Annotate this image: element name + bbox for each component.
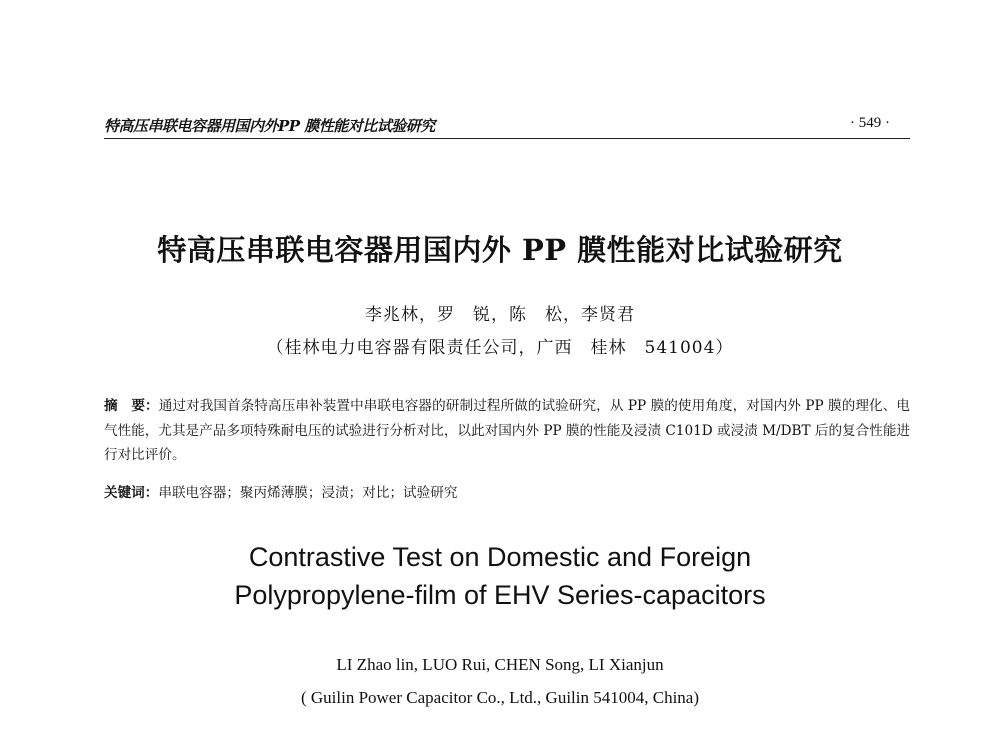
abstract-label: 摘 要：: [104, 398, 159, 414]
paper-title-english: [0, 538, 1000, 614]
authors-chinese: 李兆林，罗 锐，陈 松，李贤君: [365, 305, 635, 325]
authors-english: LI Zhao lin, LUO Rui, CHEN Song, LI Xianjun: [336, 655, 664, 674]
keywords-label: 关键词：: [104, 485, 159, 501]
affiliation-chinese: （桂林电力电容器有限责任公司，广西 桂林 541004）: [266, 338, 734, 358]
english-title-line-1: Contrastive Test on Domestic and Foreign: [248, 542, 752, 572]
abstract: [104, 394, 910, 468]
affiliation-english: ( Guilin Power Capacitor Co., Ltd., Guilin 541004, China): [300, 688, 700, 707]
english-title-line-2: Polypropylene-film of EHV Series-capacitors: [234, 580, 766, 610]
paper-title-chinese: 特高压串联电容器用国内外 PP 膜性能对比试验研究: [157, 233, 843, 267]
page-number: · 549 ·: [850, 115, 890, 131]
abstract-text: 通过对我国首条特高压串补装置中串联电容器的研制过程所做的试验研究，从 PP 膜的使用角度，对国内外 PP 膜的理化、电气性能，尤其是产品多项特殊耐电压的试验进行分析对比，以此对国内外 PP 膜的性能及浸渍 C101D 或浸渍 M/DBT 后的复合性能进行对比评价。: [104, 398, 911, 463]
running-title: 特高压串联电容器用国内外PP 膜性能对比试验研究: [104, 117, 435, 135]
keywords: [104, 483, 910, 503]
running-header: [104, 112, 910, 139]
keywords-text: 串联电容器；聚丙烯薄膜；浸渍；对比；试验研究: [158, 485, 458, 501]
